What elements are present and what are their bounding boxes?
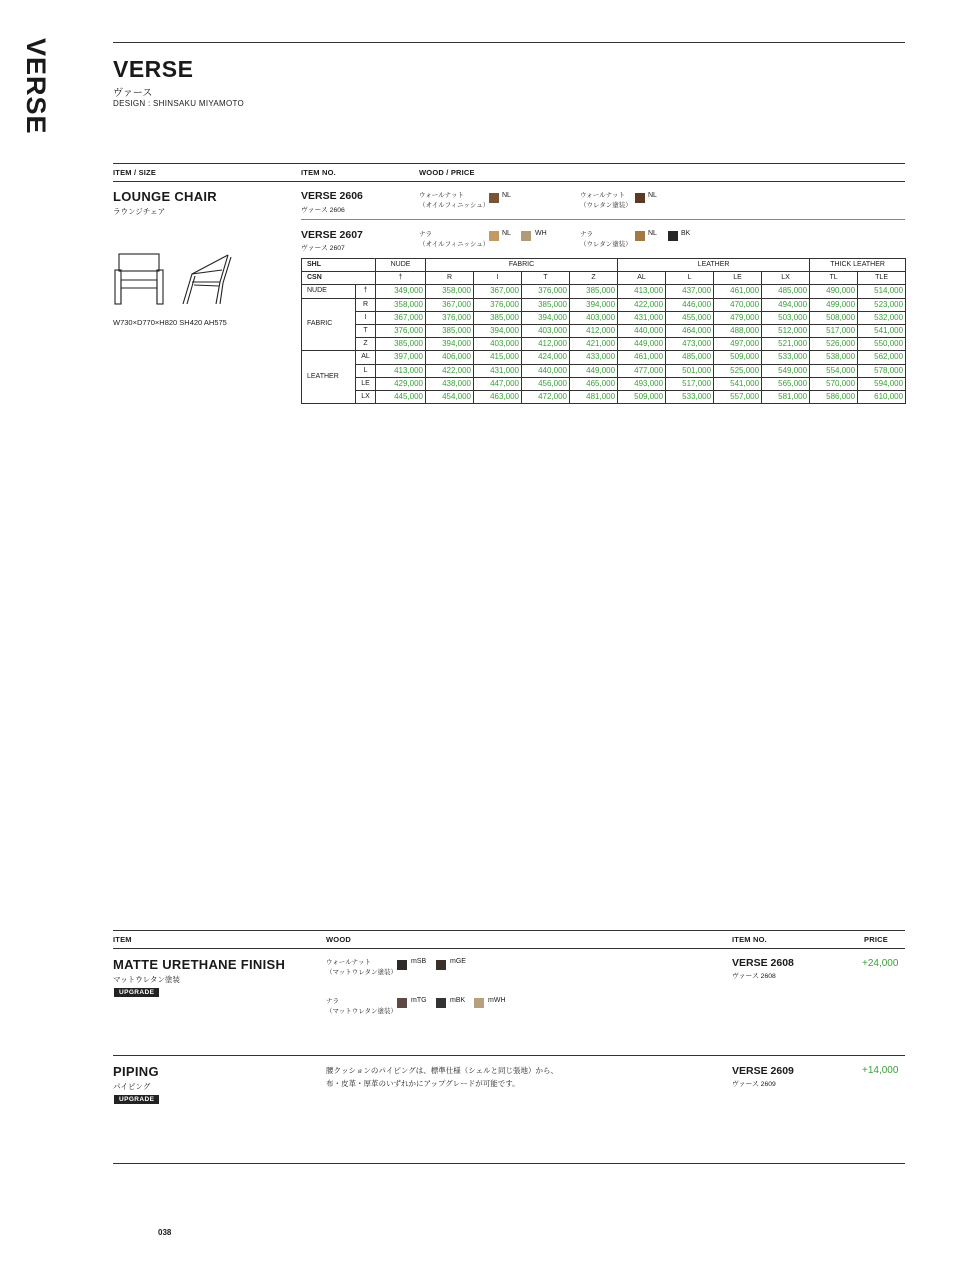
- row-group-label: LEATHER: [302, 351, 356, 404]
- price-cell: 488,000: [714, 324, 762, 337]
- wood-name: ナラ: [419, 231, 432, 238]
- wood-name: ウォールナット: [326, 959, 371, 966]
- price-cell: 490,000: [810, 285, 858, 298]
- price-cell: 485,000: [762, 285, 810, 298]
- color-swatch: [489, 193, 499, 203]
- item-name: LOUNGE CHAIR: [113, 189, 217, 204]
- price-cell: 557,000: [714, 390, 762, 403]
- wood-finish: （オイルフィニッシュ）: [419, 202, 490, 209]
- price-cell: 403,000: [474, 338, 522, 351]
- table-row: [302, 338, 906, 351]
- color-swatch: [668, 231, 678, 241]
- page-number: 038: [158, 1228, 172, 1237]
- price-cell: 463,000: [474, 390, 522, 403]
- wood-finish: （ウレタン塗装）: [580, 241, 632, 248]
- row-group-label: NUDE: [302, 285, 356, 298]
- price-cell: 367,000: [474, 285, 522, 298]
- column-header: LX: [762, 272, 810, 285]
- price-cell: 376,000: [376, 324, 426, 337]
- swatch-label: mSB: [411, 958, 427, 965]
- price-cell: 517,000: [666, 377, 714, 390]
- upgrade-badge: UPGRADE: [114, 1095, 159, 1104]
- price-cell: 385,000: [426, 324, 474, 337]
- price-cell: 421,000: [570, 338, 618, 351]
- row-code: I: [356, 311, 376, 324]
- price-cell: 465,000: [570, 377, 618, 390]
- option-code: VERSE 2608: [732, 957, 794, 969]
- color-swatch: [436, 998, 446, 1008]
- color-swatch: [489, 231, 499, 241]
- price-cell: 509,000: [618, 390, 666, 403]
- column-header: TLE: [858, 272, 906, 285]
- price-cell: 554,000: [810, 364, 858, 377]
- option-code-jp: ヴァース 2609: [732, 1081, 776, 1088]
- group-header: NUDE: [376, 259, 426, 272]
- wood-finish: （オイルフィニッシュ）: [419, 241, 490, 248]
- price-cell: 503,000: [762, 311, 810, 324]
- price-cell: 431,000: [474, 364, 522, 377]
- column-header: T: [522, 272, 570, 285]
- wood-name: ナラ: [580, 231, 593, 238]
- table-subheader-row: [302, 272, 906, 285]
- price-cell: 479,000: [714, 311, 762, 324]
- price-cell: 470,000: [714, 298, 762, 311]
- price-cell: 431,000: [618, 311, 666, 324]
- row-code: T: [356, 324, 376, 337]
- swatch-label: BK: [681, 230, 691, 237]
- price-cell: 538,000: [810, 351, 858, 364]
- wood-option: [326, 997, 397, 1017]
- table-header-row: [302, 259, 906, 272]
- header-item-no: ITEM NO.: [301, 168, 336, 177]
- wood-option: [419, 230, 489, 250]
- model-divider: [301, 219, 905, 220]
- price-cell: 422,000: [426, 364, 474, 377]
- price-cell: 521,000: [762, 338, 810, 351]
- piping-note-line: 布・皮革・厚革のいずれかにアップグレードが可能です。: [326, 1079, 520, 1088]
- color-swatch: [397, 998, 407, 1008]
- top-rule: [113, 42, 905, 43]
- option-code: VERSE 2609: [732, 1065, 794, 1077]
- option-price: +24,000: [862, 958, 899, 969]
- piping-note: [326, 1064, 558, 1090]
- price-table-body: [302, 285, 906, 404]
- chair-front-view: [110, 250, 168, 308]
- price-cell: 533,000: [666, 390, 714, 403]
- price-cell: 461,000: [714, 285, 762, 298]
- column-header: AL: [618, 272, 666, 285]
- price-cell: 415,000: [474, 351, 522, 364]
- color-swatch: [436, 960, 446, 970]
- model-code: VERSE 2607: [301, 229, 363, 241]
- price-cell: 508,000: [810, 311, 858, 324]
- options-header-price: PRICE: [864, 935, 888, 944]
- model-code-jp: ヴァース 2606: [301, 207, 345, 214]
- price-cell: 438,000: [426, 377, 474, 390]
- row-code: LX: [356, 390, 376, 403]
- price-cell: 550,000: [858, 338, 906, 351]
- swatch-label: NL: [648, 230, 657, 237]
- price-cell: 526,000: [810, 338, 858, 351]
- option-name: PIPING: [113, 1064, 159, 1079]
- price-cell: 514,000: [858, 285, 906, 298]
- header-item-size: ITEM / SIZE: [113, 168, 157, 177]
- column-header: LE: [714, 272, 762, 285]
- wood-name: ウォールナット: [580, 192, 625, 199]
- options-header-rule: [113, 948, 905, 949]
- price-cell: 455,000: [666, 311, 714, 324]
- price-cell: 413,000: [618, 285, 666, 298]
- price-cell: 449,000: [618, 338, 666, 351]
- wood-finish: （マットウレタン塗装）: [326, 1008, 397, 1015]
- row-code: LE: [356, 377, 376, 390]
- table-row: [302, 324, 906, 337]
- csn-label: CSN: [302, 272, 376, 285]
- price-cell: 440,000: [618, 324, 666, 337]
- price-cell: 412,000: [570, 324, 618, 337]
- row-group-label: FABRIC: [302, 298, 356, 351]
- column-header: Z: [570, 272, 618, 285]
- row-code: Z: [356, 338, 376, 351]
- price-cell: 385,000: [570, 285, 618, 298]
- price-cell: 549,000: [762, 364, 810, 377]
- price-table: [301, 258, 906, 404]
- swatch-label: WH: [535, 230, 547, 237]
- price-cell: 477,000: [618, 364, 666, 377]
- swatch-label: mWH: [488, 997, 506, 1004]
- price-cell: 512,000: [762, 324, 810, 337]
- price-cell: 461,000: [618, 351, 666, 364]
- price-cell: 397,000: [376, 351, 426, 364]
- price-cell: 581,000: [762, 390, 810, 403]
- piping-note-line: 腰クッションのパイピングは、標準仕様（シェルと同じ張地）から、: [326, 1066, 559, 1075]
- swatch-label: NL: [502, 230, 511, 237]
- price-cell: 541,000: [858, 324, 906, 337]
- price-cell: 456,000: [522, 377, 570, 390]
- price-cell: 413,000: [376, 364, 426, 377]
- color-swatch: [521, 231, 531, 241]
- wood-option: [580, 230, 632, 250]
- price-cell: 523,000: [858, 298, 906, 311]
- upgrade-badge: UPGRADE: [114, 988, 159, 997]
- price-cell: 376,000: [522, 285, 570, 298]
- table-row: [302, 364, 906, 377]
- column-header: R: [426, 272, 474, 285]
- chair-side-view: [178, 252, 236, 308]
- swatch-label: NL: [648, 192, 657, 199]
- price-cell: 472,000: [522, 390, 570, 403]
- price-cell: 454,000: [426, 390, 474, 403]
- option-name-jp: パイピング: [113, 1082, 151, 1091]
- option-name: MATTE URETHANE FINISH: [113, 957, 286, 972]
- model-code: VERSE 2606: [301, 190, 363, 202]
- price-cell: 367,000: [376, 311, 426, 324]
- group-header: THICK LEATHER: [810, 259, 906, 272]
- price-cell: 424,000: [522, 351, 570, 364]
- price-cell: 406,000: [426, 351, 474, 364]
- table-row: [302, 298, 906, 311]
- row-code: AL: [356, 351, 376, 364]
- wood-finish: （ウレタン塗装）: [580, 202, 632, 209]
- price-cell: 422,000: [618, 298, 666, 311]
- swatch-label: mBK: [450, 997, 466, 1004]
- price-cell: 570,000: [810, 377, 858, 390]
- row-code: †: [356, 285, 376, 298]
- color-swatch: [397, 960, 407, 970]
- price-cell: 385,000: [376, 338, 426, 351]
- group-header: LEATHER: [618, 259, 810, 272]
- price-cell: 493,000: [618, 377, 666, 390]
- column-header: †: [376, 272, 426, 285]
- header-wood-price: WOOD / PRICE: [419, 168, 475, 177]
- bottom-rule: [113, 1163, 905, 1164]
- price-cell: 445,000: [376, 390, 426, 403]
- wood-name: ウォールナット: [419, 192, 464, 199]
- price-cell: 525,000: [714, 364, 762, 377]
- price-cell: 394,000: [570, 298, 618, 311]
- model-code-jp: ヴァース 2607: [301, 245, 345, 252]
- color-swatch: [474, 998, 484, 1008]
- table-row: [302, 377, 906, 390]
- brand-name-jp: ヴァース: [113, 88, 153, 99]
- price-cell: 509,000: [714, 351, 762, 364]
- price-cell: 385,000: [474, 311, 522, 324]
- group-header: FABRIC: [426, 259, 618, 272]
- brand-name: VERSE: [113, 56, 194, 82]
- wood-name: ナラ: [326, 998, 339, 1005]
- price-cell: 485,000: [666, 351, 714, 364]
- price-cell: 412,000: [522, 338, 570, 351]
- price-cell: 449,000: [570, 364, 618, 377]
- row-code: L: [356, 364, 376, 377]
- price-cell: 532,000: [858, 311, 906, 324]
- table-row: [302, 311, 906, 324]
- color-swatch: [635, 193, 645, 203]
- wood-option: [580, 191, 632, 211]
- price-cell: 586,000: [810, 390, 858, 403]
- price-cell: 394,000: [522, 311, 570, 324]
- designer-credit: DESIGN : SHINSAKU MIYAMOTO: [113, 99, 245, 108]
- wood-finish: （マットウレタン塗装）: [326, 969, 397, 976]
- price-cell: 358,000: [426, 285, 474, 298]
- price-cell: 429,000: [376, 377, 426, 390]
- swatch-label: mTG: [411, 997, 427, 1004]
- option-code-jp: ヴァース 2608: [732, 973, 776, 980]
- price-cell: 517,000: [810, 324, 858, 337]
- price-cell: 349,000: [376, 285, 426, 298]
- vertical-title: VERSE: [21, 38, 51, 135]
- price-cell: 376,000: [474, 298, 522, 311]
- price-cell: 403,000: [570, 311, 618, 324]
- option-price: +14,000: [862, 1065, 899, 1076]
- price-cell: 610,000: [858, 390, 906, 403]
- item-name-jp: ラウンジチェア: [113, 207, 166, 216]
- section-rule: [113, 163, 905, 164]
- price-cell: 499,000: [810, 298, 858, 311]
- price-cell: 541,000: [714, 377, 762, 390]
- price-cell: 494,000: [762, 298, 810, 311]
- price-cell: 376,000: [426, 311, 474, 324]
- color-swatch: [635, 231, 645, 241]
- price-cell: 464,000: [666, 324, 714, 337]
- price-cell: 403,000: [522, 324, 570, 337]
- price-cell: 533,000: [762, 351, 810, 364]
- shl-label: SHL: [302, 259, 376, 272]
- options-rule: [113, 930, 905, 931]
- price-cell: 437,000: [666, 285, 714, 298]
- table-row: [302, 351, 906, 364]
- swatch-label: mGE: [450, 958, 466, 965]
- price-cell: 385,000: [522, 298, 570, 311]
- price-cell: 565,000: [762, 377, 810, 390]
- price-cell: 473,000: [666, 338, 714, 351]
- price-cell: 358,000: [376, 298, 426, 311]
- options-divider: [113, 1055, 905, 1056]
- price-cell: 367,000: [426, 298, 474, 311]
- column-header: I: [474, 272, 522, 285]
- price-cell: 440,000: [522, 364, 570, 377]
- item-dimensions: W730×D770×H820 SH420 AH575: [113, 318, 227, 327]
- header-rule: [113, 181, 905, 182]
- option-name-jp: マットウレタン塗装: [113, 975, 180, 984]
- price-cell: 501,000: [666, 364, 714, 377]
- price-cell: 447,000: [474, 377, 522, 390]
- wood-option: [419, 191, 489, 211]
- swatch-label: NL: [502, 192, 511, 199]
- options-header-item-no: ITEM NO.: [732, 935, 767, 944]
- table-row: [302, 390, 906, 403]
- column-header: L: [666, 272, 714, 285]
- price-cell: 394,000: [426, 338, 474, 351]
- price-cell: 578,000: [858, 364, 906, 377]
- column-header: TL: [810, 272, 858, 285]
- price-cell: 394,000: [474, 324, 522, 337]
- price-cell: 481,000: [570, 390, 618, 403]
- options-header-wood: WOOD: [326, 935, 351, 944]
- price-cell: 562,000: [858, 351, 906, 364]
- row-code: R: [356, 298, 376, 311]
- wood-option: [326, 958, 397, 978]
- price-cell: 433,000: [570, 351, 618, 364]
- options-header-item: ITEM: [113, 935, 132, 944]
- price-cell: 497,000: [714, 338, 762, 351]
- price-cell: 594,000: [858, 377, 906, 390]
- price-cell: 446,000: [666, 298, 714, 311]
- table-row: [302, 285, 906, 298]
